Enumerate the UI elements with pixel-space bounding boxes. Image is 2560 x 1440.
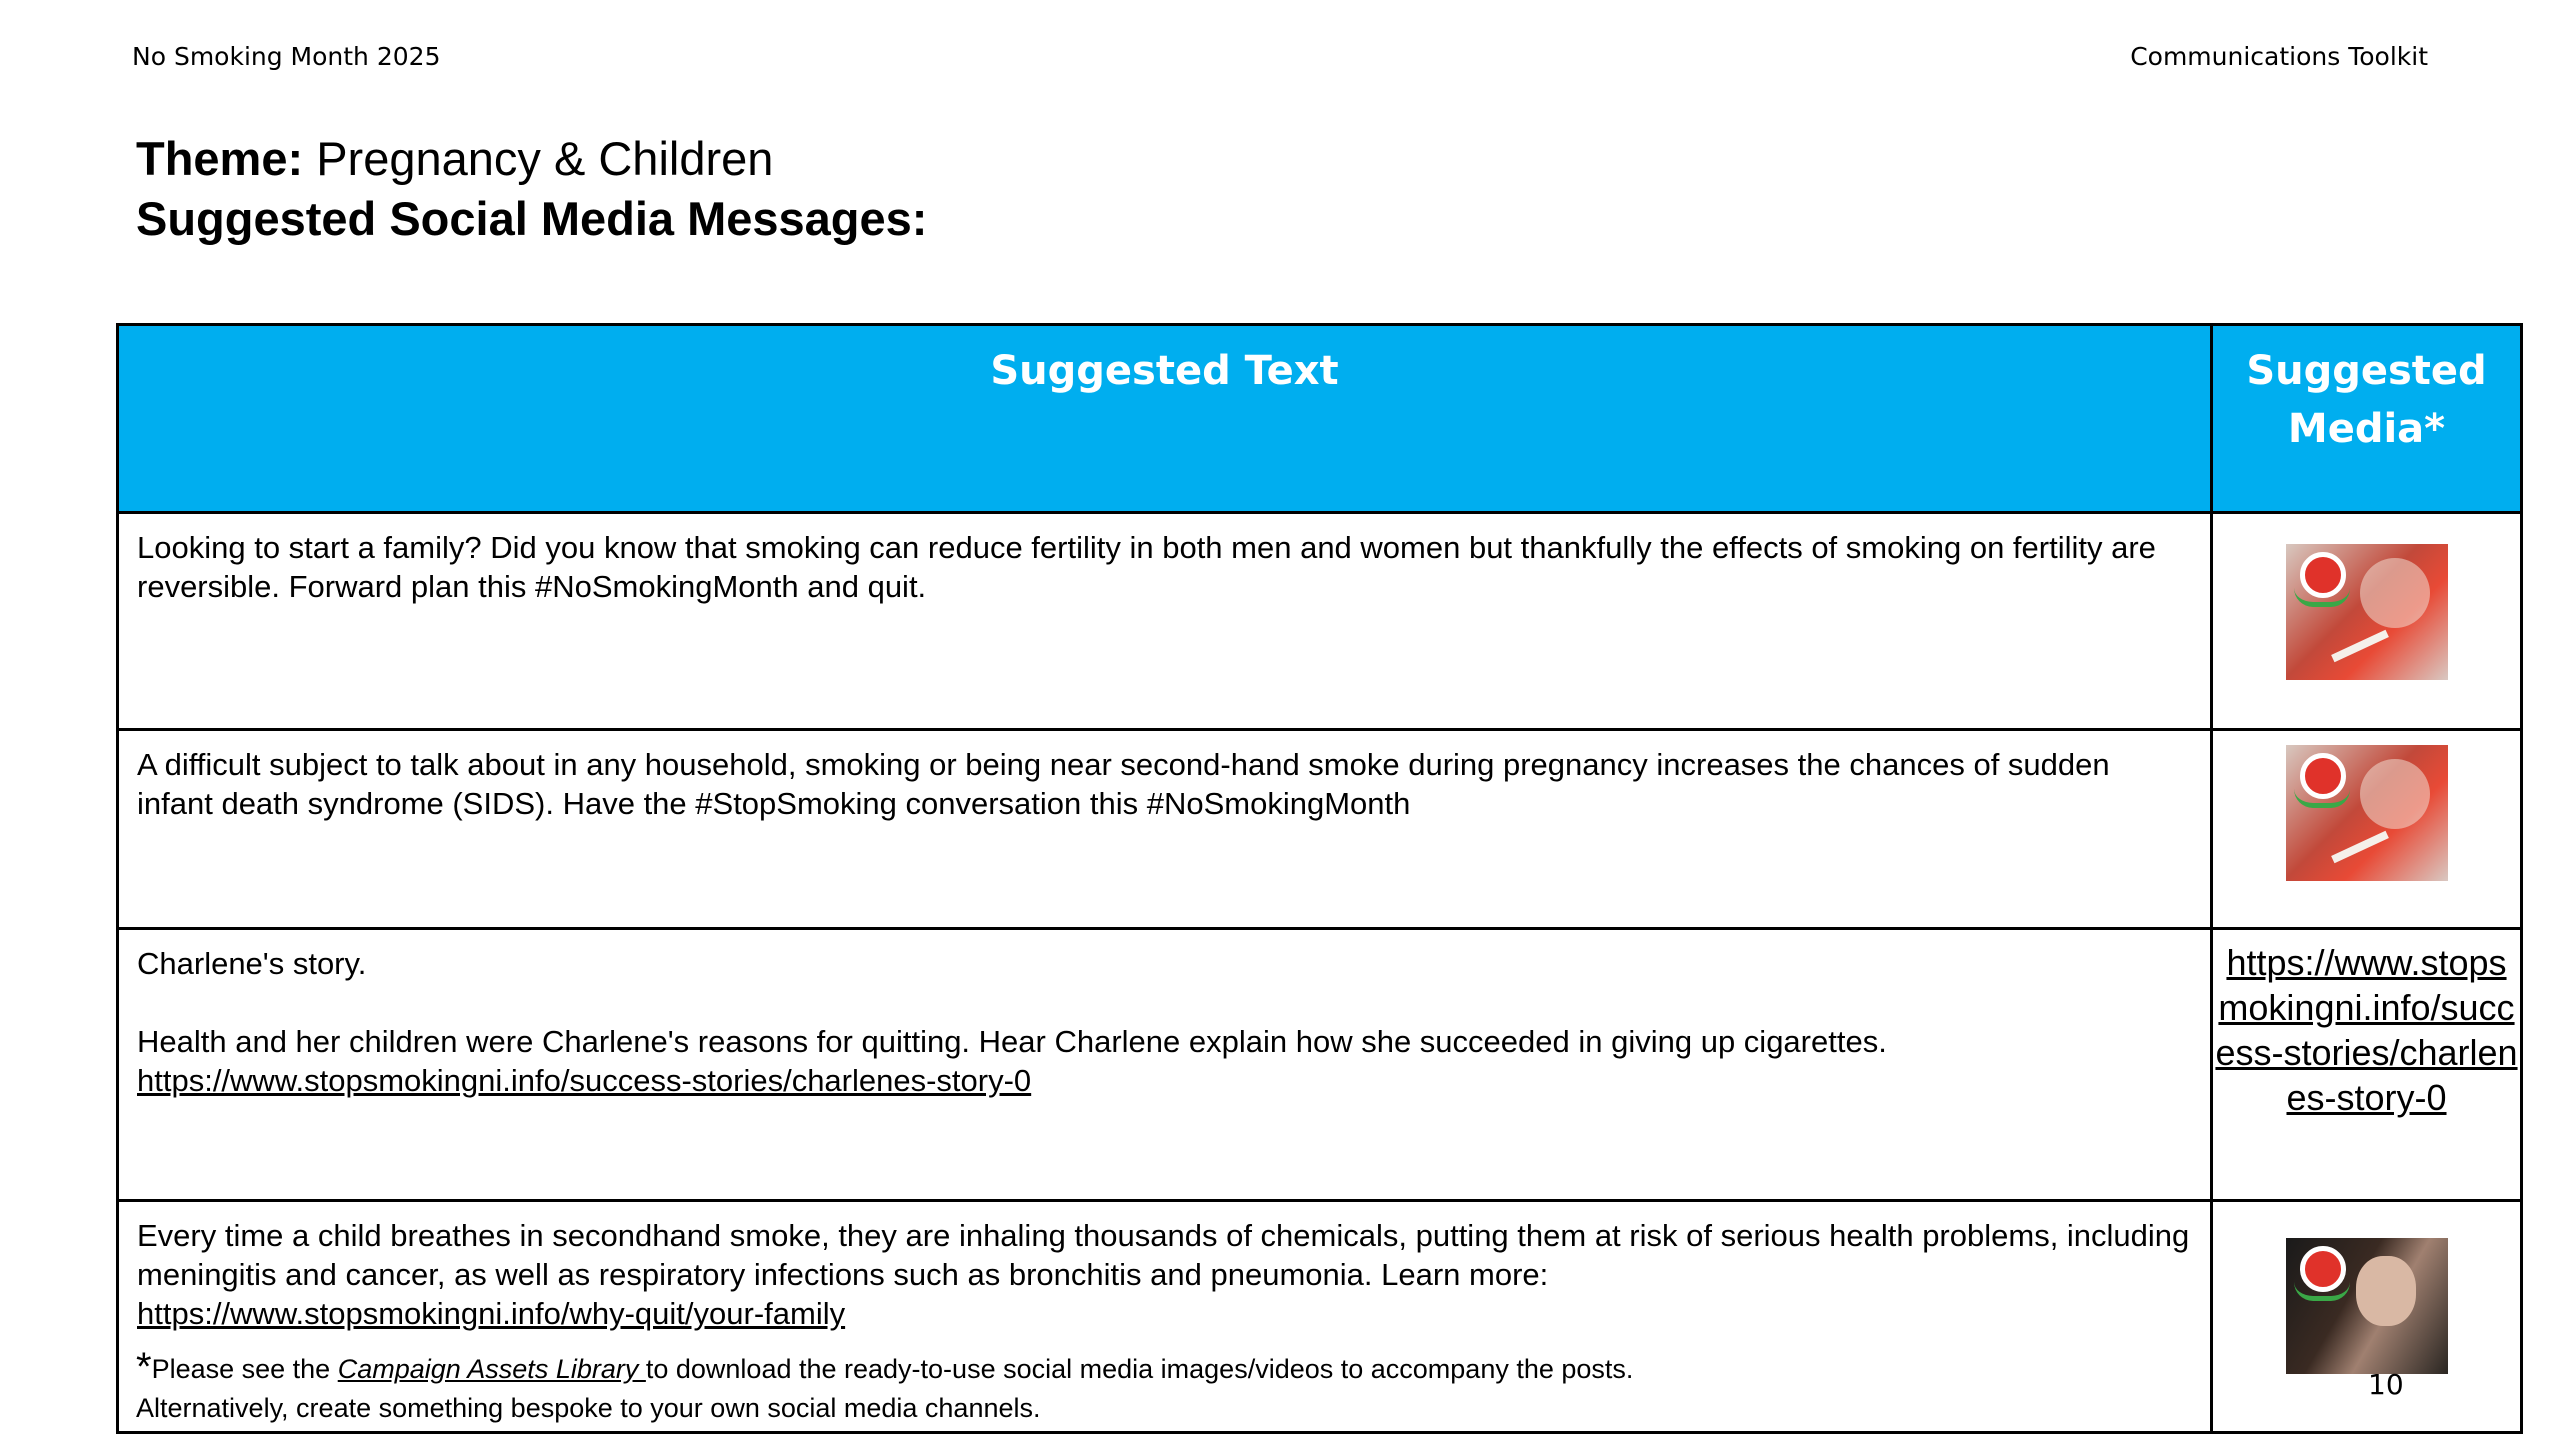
child-face-graphic [2356, 1256, 2416, 1326]
message-text: Health and her children were Charlene's reasons for quitting. Hear Charlene explain how she succeeded in giving up cigarettes. [137, 1024, 1887, 1059]
pregnancy-campaign-image-thumbnail[interactable] [2286, 745, 2448, 881]
message-text: Every time a child breathes in secondhand smoke, they are inhaling thousands of chemicals, putting them at risk of serious health problems, including meningitis and cancer, as well as respiratory infections such as bronchitis and pneumonia. Learn more: [137, 1218, 2190, 1292]
hand-graphic [2360, 558, 2430, 628]
theme-value: Pregnancy & Children [316, 132, 774, 185]
media-cell [2212, 1201, 2522, 1433]
header-toolkit-label: Communications Toolkit [2130, 42, 2428, 71]
footnote-suffix: to download the ready-to-use social media images/videos to accompany the posts. [645, 1354, 1634, 1384]
header-suggested-text: Suggested Text [118, 325, 2212, 513]
header-suggested-media [2212, 325, 2522, 513]
message-text: A difficult subject to talk about in any household, smoking or being near second-hand smoke during pregnancy increases the chances of sudden infant death syndrome (SIDS). Have the #StopSmoking conversation this #NoSmokingMonth [118, 730, 2212, 929]
table-row [118, 513, 2522, 730]
logo-swoosh-icon [2294, 588, 2350, 607]
media-cell [2212, 730, 2522, 929]
message-cell [118, 929, 2212, 1201]
logo-swoosh-icon [2294, 789, 2350, 808]
campaign-assets-library-link[interactable]: Campaign Assets Library [337, 1354, 646, 1384]
header-document-title: No Smoking Month 2025 [132, 42, 441, 71]
social-messages-table [116, 323, 2523, 1434]
media-cell [2212, 513, 2522, 730]
story-link[interactable]: https://www.stopsmokingni.info/success-stories/charlenes-story-0 [137, 1063, 1032, 1098]
table-row [118, 730, 2522, 929]
header-suggested-media-label: Suggested Media* [2246, 348, 2487, 452]
footnote [136, 1345, 1634, 1428]
media-cell [2212, 929, 2522, 1201]
fertility-campaign-image-thumbnail[interactable] [2286, 544, 2448, 680]
footnote-line2: Alternatively, create something bespoke to your own social media channels. [136, 1393, 1041, 1423]
page-number: 10 [2368, 1368, 2404, 1401]
story-title: Charlene's story. [137, 946, 367, 981]
footnote-asterisk: * [136, 1345, 152, 1389]
message-text: Looking to start a family? Did you know that smoking can reduce fertility in both men and women but thankfully the effects of smoking on fertility are reversible. Forward plan this #NoSmokingMonth and quit. [118, 513, 2212, 730]
child-secondhand-smoke-image-thumbnail[interactable] [2286, 1238, 2448, 1374]
table-header-row [118, 325, 2522, 513]
logo-swoosh-icon [2294, 1282, 2350, 1301]
theme-label: Theme: [136, 132, 304, 185]
hand-graphic [2360, 759, 2430, 829]
theme-line [136, 130, 773, 188]
footnote-prefix: Please see the [151, 1354, 338, 1384]
cigarette-graphic [2331, 831, 2389, 864]
media-story-link[interactable]: https://www.stopsmokingni.info/success-stories/charlenes-story-0 [2215, 942, 2518, 1118]
page-subtitle: Suggested Social Media Messages: [136, 192, 928, 245]
table-row [118, 929, 2522, 1201]
learn-more-link[interactable]: https://www.stopsmokingni.info/why-quit/your-family [137, 1296, 846, 1331]
cigarette-graphic [2331, 630, 2389, 663]
